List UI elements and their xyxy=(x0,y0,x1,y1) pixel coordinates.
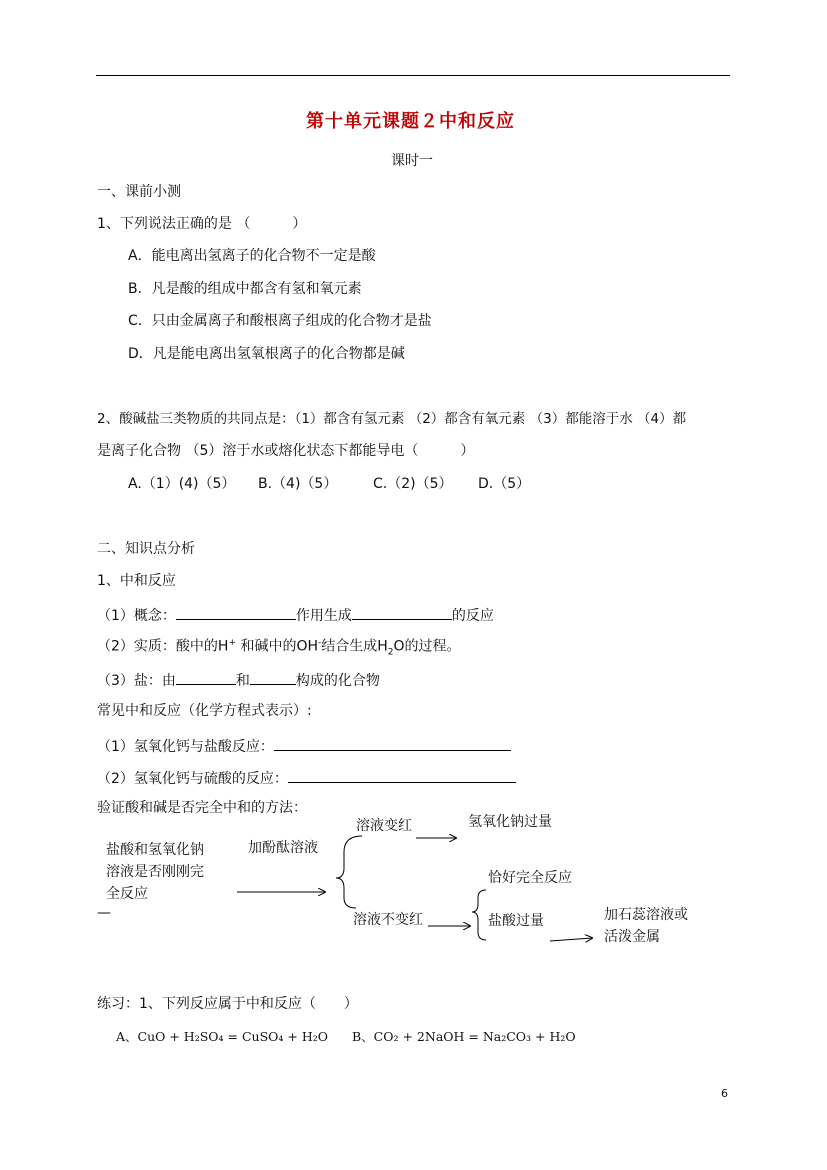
arrow-to-test-method xyxy=(550,938,592,941)
salt-suffix: 构成的化合物 xyxy=(295,673,380,689)
diagram-question-line-3: 全反应 xyxy=(106,886,148,902)
question-1-stem: 1、下列说法正确的是 （ ） xyxy=(97,216,307,232)
brace-phenolphthalein-branches xyxy=(336,836,362,908)
equation-2-label: （2）氢氧化钙与硫酸的反应： xyxy=(97,771,288,787)
salt-prefix: （3）盐：由 xyxy=(97,673,176,689)
question-1-option-b: B．凡是酸的组成中都含有氢和氧元素 xyxy=(128,281,362,297)
practice-option-b: B、CO₂ + 2NaOH = Na₂CO₃ + H₂O xyxy=(352,1029,576,1044)
question-1-option-a: A．能电离出氢离子的化合物不一定是酸 xyxy=(128,248,376,264)
diagram-branch-not-red: 溶液不变红 xyxy=(353,912,423,928)
section-heading-pretest: 一、课前小测 xyxy=(97,184,181,200)
common-reactions-heading: 常见中和反应（化学方程式表示）: xyxy=(97,703,312,719)
diagram-result-naoh-excess: 氢氧化钠过量 xyxy=(468,814,552,830)
diagram-result-acid-excess: 盐酸过量 xyxy=(488,913,544,929)
water-h: H xyxy=(377,638,388,655)
diagram-question-line-2: 溶液是否刚刚完 xyxy=(106,864,204,880)
diagram-branch-red: 溶液变红 xyxy=(356,818,412,834)
hydroxide-ion: OH xyxy=(296,638,318,655)
essence-text-a: （2）实质：酸中的 xyxy=(97,638,218,655)
page-number: 6 xyxy=(721,1087,728,1100)
diagram-dash: — xyxy=(97,905,111,921)
question-1-option-c: C．只由金属离子和酸根离子组成的化合物才是盐 xyxy=(128,313,432,329)
diagram-question-line-1: 盐酸和氢氧化钠 xyxy=(106,842,204,858)
lesson-subtitle: 课时一 xyxy=(391,153,433,169)
practice-question-stem: 练习：1、下列反应属于中和反应（ ） xyxy=(97,996,358,1012)
question-2-option-d: D.（5） xyxy=(478,476,531,492)
section-heading-knowledge: 二、知识点分析 xyxy=(97,541,195,557)
water-subscript: 2 xyxy=(387,647,394,658)
concept-suffix: 的反应 xyxy=(451,608,494,624)
concept-middle: 作用生成 xyxy=(295,608,352,624)
question-2-line-1: 2、酸碱盐三类物质的共同点是：（1）都含有氢元素 （2）都含有氧元素 （3）都能溶于水 （4）都 xyxy=(97,411,687,427)
hydroxide-ion-charge: - xyxy=(318,638,322,648)
diagram-test-line-2: 活泼金属 xyxy=(604,929,660,945)
salt-middle: 和 xyxy=(235,673,250,689)
hydrogen-ion-charge: + xyxy=(228,638,236,648)
question-2-option-b: B.（4)（5） xyxy=(258,476,338,492)
diagram-reagent-phenolphthalein: 加酚酞溶液 xyxy=(248,840,318,856)
verify-heading: 验证酸和碱是否完全中和的方法： xyxy=(97,800,307,816)
essence-text-b: 和碱中的 xyxy=(240,638,297,655)
hydrogen-ion: H xyxy=(217,638,229,655)
subsection-heading-neutralization: 1、中和反应 xyxy=(97,573,176,589)
diagram-test-line-1: 加石蕊溶液或 xyxy=(604,907,688,923)
question-2-line-2: 是离子化合物 （5）溶于水或熔化状态下都能导电（ ） xyxy=(97,443,475,459)
concept-prefix: （1）概念： xyxy=(97,608,176,624)
page-title: 第十单元课题２中和反应 xyxy=(306,111,515,132)
question-1-option-d: D．凡是能电离出氢氧根离子的化合物都是碱 xyxy=(128,346,405,362)
practice-option-a: A、CuO + H₂SO₄ = CuSO₄ + H₂O xyxy=(116,1029,328,1044)
essence-text-c: 结合生成 xyxy=(321,638,378,655)
question-2-option-a: A.（1）(4)（5） xyxy=(128,476,236,492)
brace-not-red-branches xyxy=(472,890,486,940)
equation-1-label: （1）氢氧化钙与盐酸反应： xyxy=(97,739,274,755)
water-o: O xyxy=(393,638,405,655)
essence-text-d: 的过程。 xyxy=(404,638,461,655)
question-2-option-c: C.（2)（5） xyxy=(373,476,453,492)
diagram-result-exact: 恰好完全反应 xyxy=(488,870,572,886)
